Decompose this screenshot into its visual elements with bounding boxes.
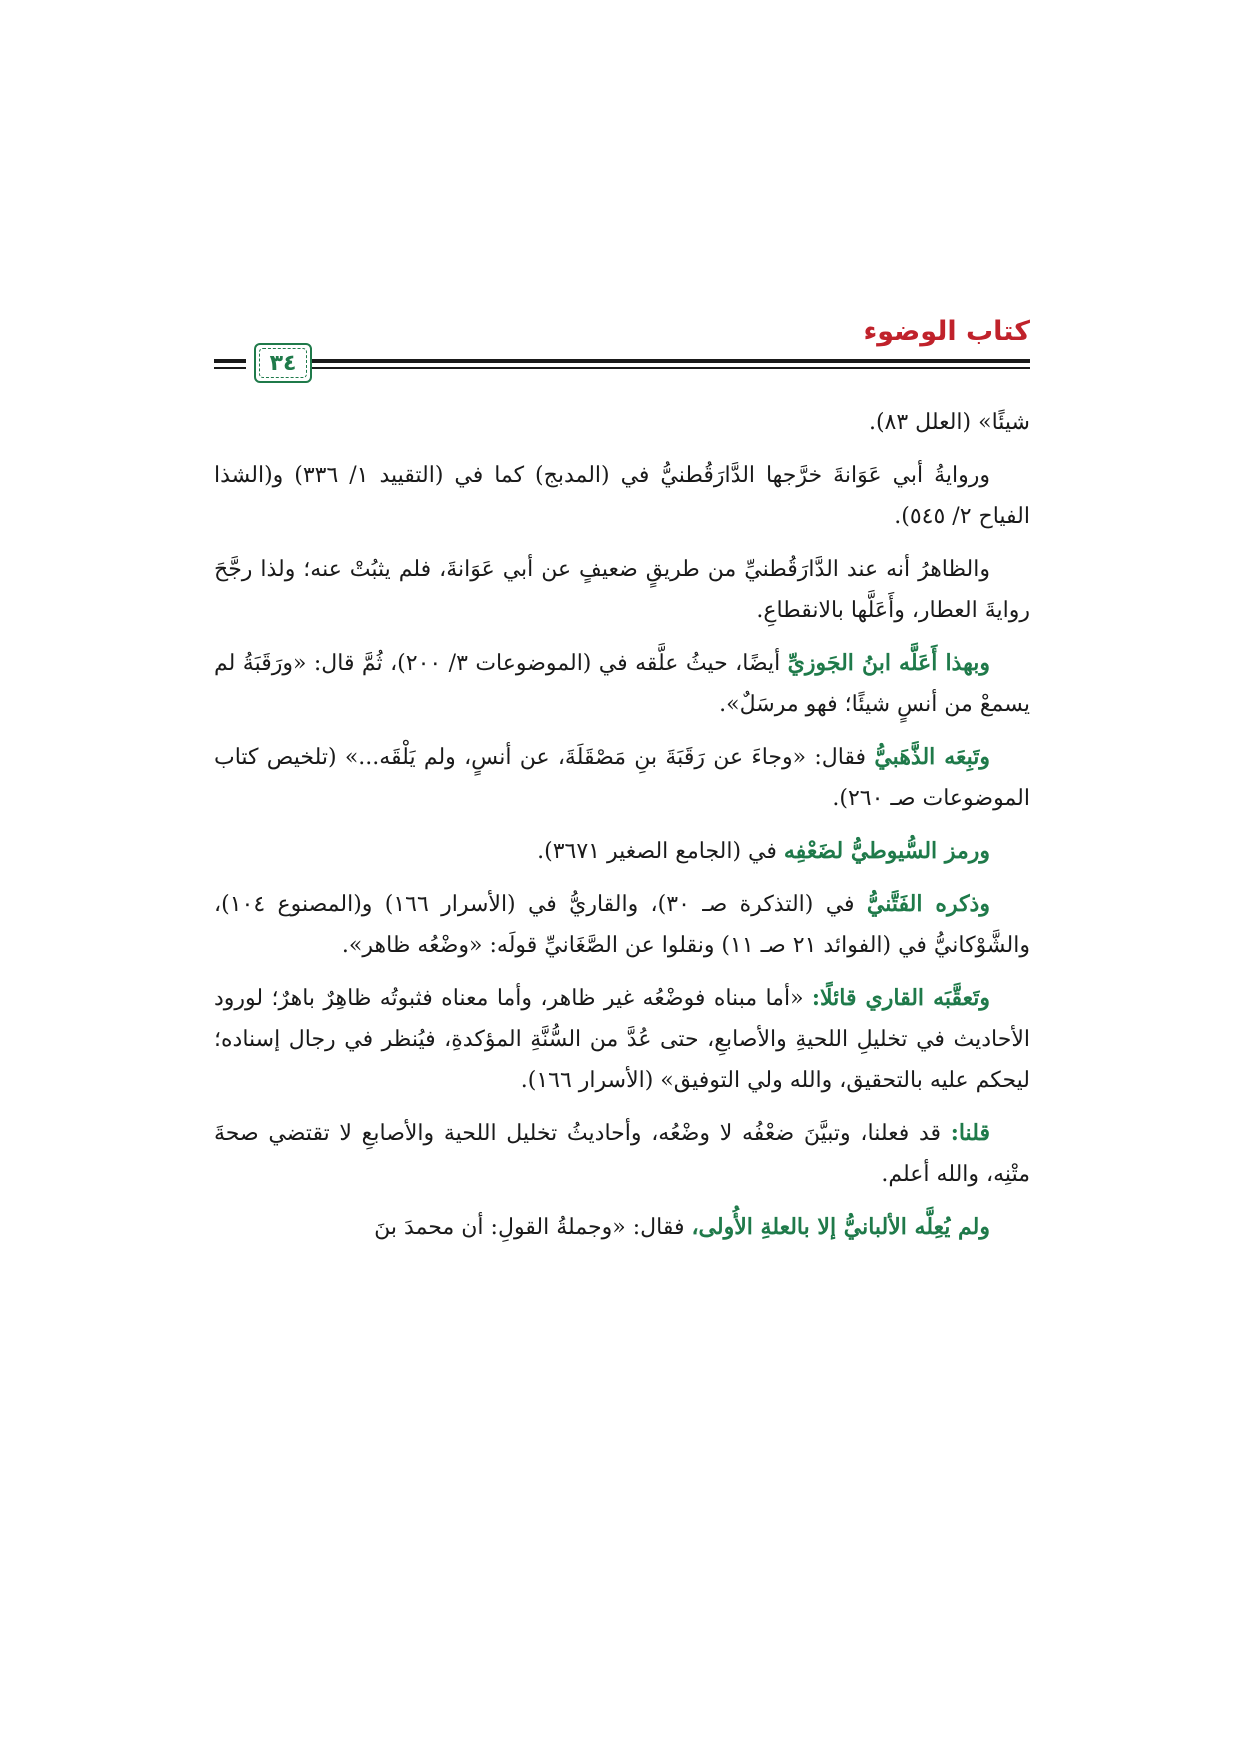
paragraph-1 [214,402,1030,443]
paragraph-9-text: قد فعلنا، وتبيَّنَ ضعْفُه لا وضْعُه، وأحاديثُ تخليل اللحية والأصابعِ لا تقتضي صحةَ متْنِه، والله أعلم. [214,1121,1030,1187]
paragraph-5 [214,737,1030,819]
paragraph-9-lead: قلنا: [950,1120,990,1146]
paragraph-7-lead: وذكره الفَتَّنيُّ [866,891,990,917]
main-text [214,402,1030,1260]
header-rule-thin [290,367,1030,369]
paragraph-10-lead: ولم يُعِلَّه الألبانيُّ إلا بالعلةِ الأُولى، [691,1214,990,1240]
paragraph-4-lead: وبهذا أَعَلَّه ابنُ الجَوزيِّ [787,650,990,676]
paragraph-5-lead: وتَبِعَه الذَّهَبيُّ [874,744,990,770]
page-header [214,315,1030,376]
header-rule-left-thin [214,367,246,369]
paragraph-7 [214,884,1030,966]
paragraph-8-text: «أما مبناه فوضْعُه غير ظاهر، وأما معناه فثبوتُه ظاهِرٌ باهرٌ؛ لورود الأحاديث في تخليلِ اللحيةِ والأصابعِ، حتى عُدَّ من السُّنَّةِ المؤكدةِ، فيُنظر في رجال إسناده؛ ليحكم عليه بالتحقيق، والله ولي التوفيق» (الأسرار ١٦٦). [214,986,1030,1093]
paragraph-1-text: شيئًا» (العلل ٨٣). [868,410,1030,435]
header-rule-thick [290,359,1030,363]
paragraph-3-text: والظاهرُ أنه عند الدَّارَقُطنيِّ من طريقٍ ضعيفٍ عن أبي عَوَانةَ، فلم يثبُتْ عنه؛ ولذا رجَّحَ روايةَ العطار، وأَعَلَّها بالانقطاعِ. [214,557,1030,623]
paragraph-2-text: وروايةُ أبي عَوَانةَ خرَّجها الدَّارَقُطنيُّ في (المدبج) كما في (التقييد ١/ ٣٣٦) و(الشذا الفياح ٢/ ٥٤٥). [214,463,1030,529]
paragraph-4 [214,643,1030,725]
paragraph-5-text: فقال: «وجاءَ عن رَقَبَةَ بنِ مَصْقَلَةَ، عن أنسٍ، ولم يَلْقَه...» (تلخيص كتاب الموضوعات صـ ٢٦٠). [214,745,1030,811]
page-number: ٣٤ [269,350,297,376]
book-title: كتاب الوضوء [863,316,1030,347]
paragraph-4-text: أيضًا، حيثُ علَّقه في (الموضوعات ٣/ ٢٠٠)، ثُمَّ قال: «ورَقَبَةُ لم يسمعْ من أنسٍ شيئًا؛ فهو مرسَلٌ». [214,651,1030,717]
paragraph-6 [214,831,1030,872]
paragraph-10-text: فقال: «وجملةُ القولِ: أن محمدَ بنَ [374,1215,692,1240]
paragraph-8-lead: وتَعقَّبَه القاري قائلًا: [811,985,990,1011]
paragraph-10 [214,1207,1030,1248]
paragraph-2 [214,455,1030,537]
paragraph-3 [214,549,1030,631]
header-rule-left-thick [214,359,246,363]
paragraph-7-text: في (التذكرة صـ ٣٠)، والقاريُّ في (الأسرار ١٦٦) و(المصنوع ١٠٤)، والشَّوْكانيُّ في (الفوائد ٢١ صـ ١١) ونقلوا عن الصَّغَانيِّ قولَه: «وضْعُه ظاهر». [214,892,1030,958]
paragraph-8 [214,978,1030,1101]
page-number-badge [254,343,312,383]
paragraph-9 [214,1113,1030,1195]
paragraph-6-lead: ورمز السُّيوطيُّ لضَعْفِه [783,838,990,864]
paragraph-6-text: في (الجامع الصغير ٣٦٧١). [537,839,784,864]
